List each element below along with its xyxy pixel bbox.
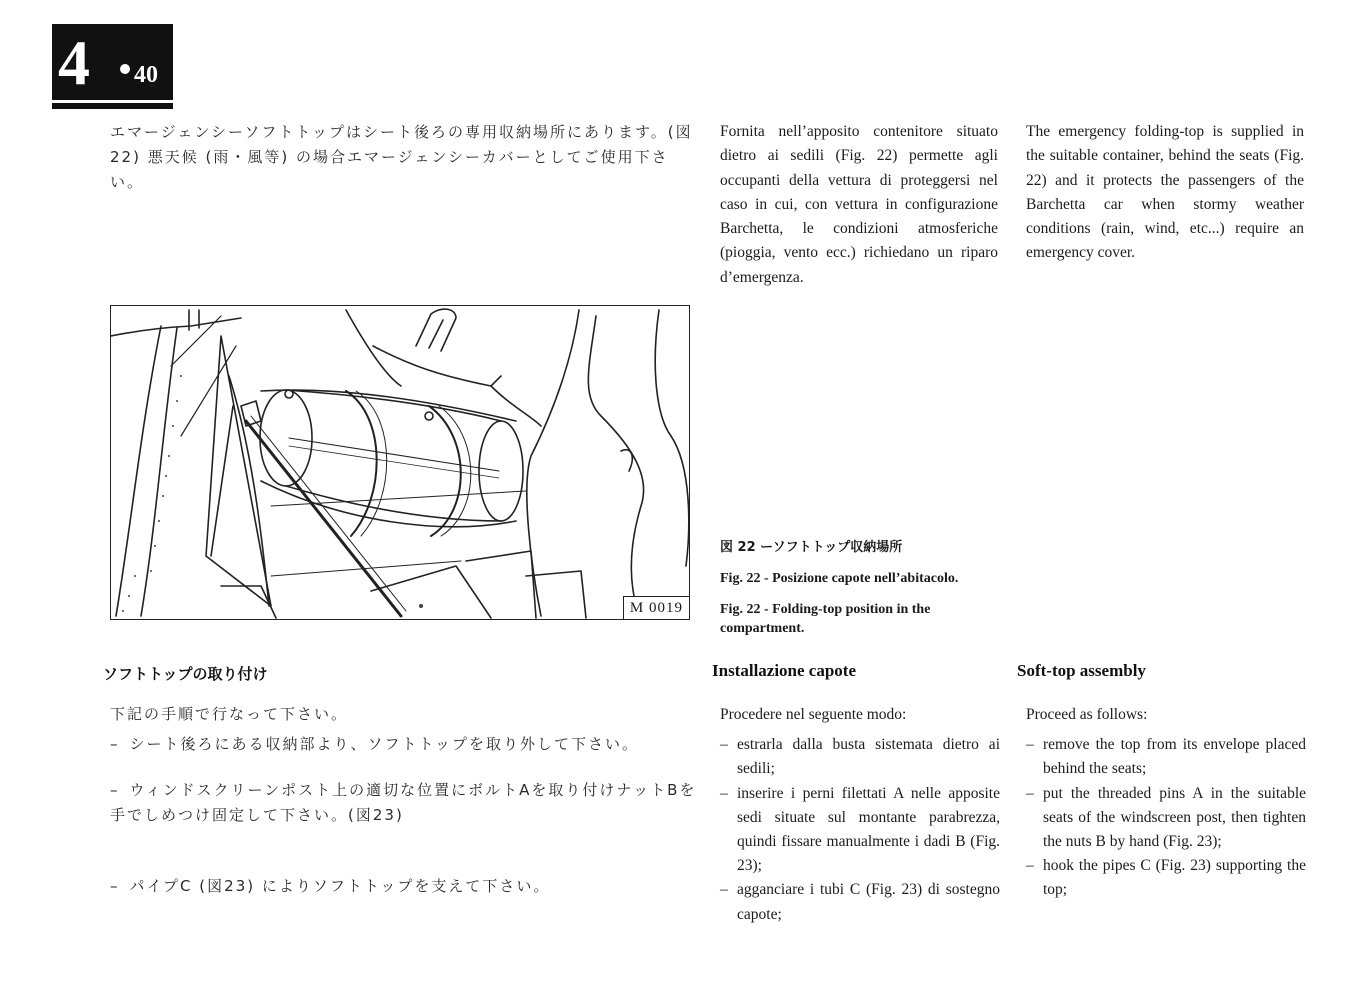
step-text: agganciare i tubi C (Fig. 23) di sostegno capote;	[737, 881, 1000, 923]
step-text: put the threaded pins A in the suitable seats of the windscreen post, then tighten the nuts B by hand (Fig. 23);	[1043, 784, 1306, 851]
step-2-english	[1026, 782, 1306, 855]
intro-italian: Fornita nell’apposito contenitore situato dietro ai sedili (Fig. 22) permette agli occupanti della vettura di proteggersi nel caso in cui, con vettura in configurazione Barchetta, le condizioni atmosferiche (pioggia, vento ecc.) richiedano un riparo d’emergenza.	[720, 123, 998, 286]
chapter-number: 4	[58, 27, 90, 98]
step-text: パイプC (図23) によりソフトトップを支えて下さい。	[129, 877, 551, 895]
caption-english: Fig. 22 - Folding-top position in the compartment.	[720, 602, 931, 636]
procedure-intro-italian: Procedere nel seguente modo:	[720, 706, 907, 723]
bullet-dash: –	[1026, 857, 1034, 875]
step-2-italian	[720, 782, 1000, 879]
procedure-english	[1026, 703, 1306, 903]
procedure-intro-english: Proceed as follows:	[1026, 706, 1148, 723]
step-3-english	[1026, 854, 1306, 902]
procedure-intro-japanese: 下記の手順で行なって下さい。	[110, 705, 349, 723]
step-text: inserire i perni filettati A nelle apposite sedi situate sul montante parabrezza, quindi fissare manualmente i dadi B (Fig. 23);	[737, 784, 1000, 875]
step-3-japanese	[110, 874, 700, 899]
caption-japanese: 図 22 ーソフトトップ収納場所	[720, 540, 903, 555]
bullet-dash: –	[110, 735, 120, 753]
heading-english: Soft-top assembly	[1017, 661, 1146, 680]
header-rule	[52, 103, 173, 109]
chapter-dot	[120, 64, 130, 74]
step-1-japanese	[110, 732, 700, 757]
bullet-dash: –	[110, 781, 120, 799]
bullet-dash: –	[1026, 736, 1034, 754]
figure-code-label: M 0019	[623, 596, 689, 619]
step-text: remove the top from its envelope placed behind the seats;	[1043, 736, 1306, 778]
step-1-italian	[720, 733, 1000, 781]
caption-italian: Fig. 22 - Posizione capote nell’abitacolo.	[720, 571, 959, 586]
figure-22-illustration	[110, 305, 690, 620]
procedure-italian	[720, 703, 1000, 927]
heading-italian: Installazione capote	[712, 661, 857, 680]
chapter-page-badge	[52, 24, 173, 100]
bullet-dash: –	[720, 784, 728, 802]
step-text: hook the pipes C (Fig. 23) supporting the top;	[1043, 857, 1306, 899]
bullet-dash: –	[1026, 784, 1034, 802]
folding-top-drawing	[111, 306, 690, 620]
page-number: 40	[134, 62, 158, 88]
bullet-dash: –	[720, 736, 728, 754]
bullet-dash: –	[720, 881, 728, 899]
step-text: ウィンドスクリーンポスト上の適切な位置にボルトAを取り付けナットBを手でしめつけ固定して下さい。(図23)	[110, 781, 697, 824]
step-2-japanese	[110, 778, 700, 828]
step-1-english	[1026, 733, 1306, 781]
step-3-italian	[720, 878, 1000, 926]
step-text: シート後ろにある収納部より、ソフトトップを取り外して下さい。	[129, 735, 640, 753]
step-text: estrarla dalla busta sistemata dietro ai sedili;	[737, 736, 1000, 778]
intro-japanese: エマージェンシーソフトトップはシート後ろの専用収納場所にあります。(図22) 悪天候 (雨・風等) の場合エマージェンシーカバーとしてご使用下さい。	[110, 123, 693, 191]
intro-english: The emergency folding-top is supplied in the suitable container, behind the seats (Fig. 22) and it protects the passengers of the Barchetta car when stormy weather conditions (rain, wind, etc...) require an emergency cover.	[1026, 123, 1304, 262]
bullet-dash: –	[110, 877, 120, 895]
heading-japanese: ソフトトップの取り付け	[103, 665, 268, 683]
